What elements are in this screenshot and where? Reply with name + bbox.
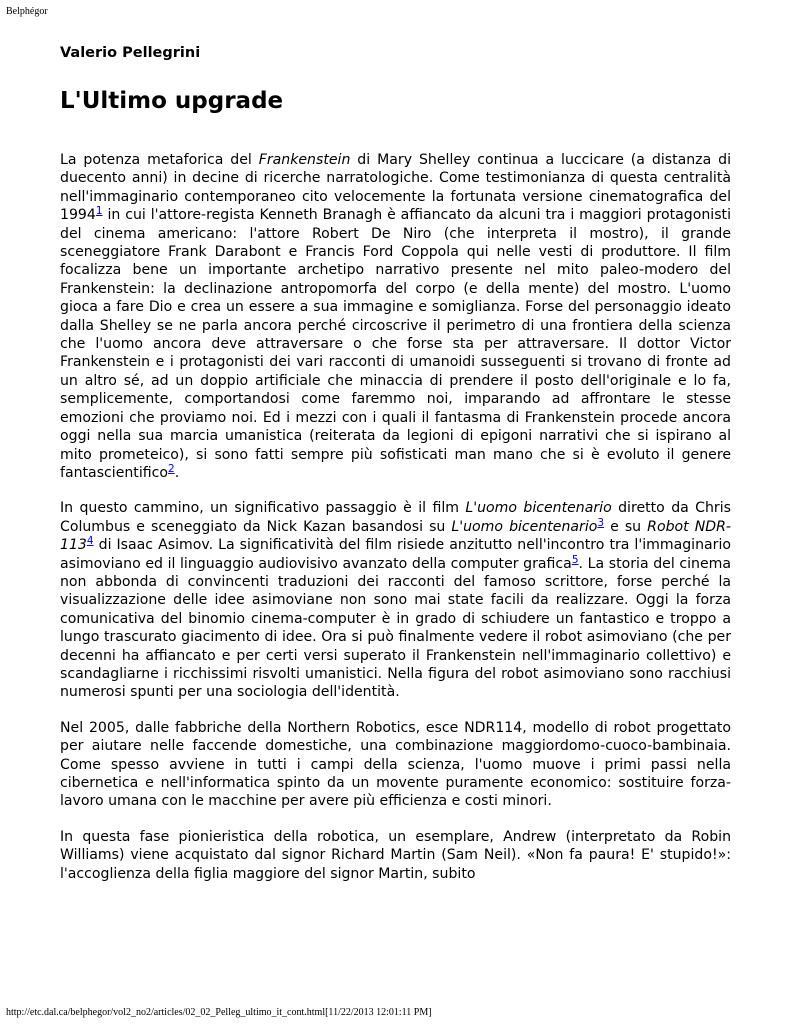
paragraph-1-text-c: di Mary Shelley continua a luccicare (a distanza di duecento anni) in decine di ricerche narratologiche. Come testimonianza di questa centralità nell'immaginario contemporaneo cito velocemente la fortunata versione cinematografica del 1994 (60, 152, 731, 224)
print-header-site-name: Belphégor (6, 6, 48, 17)
paragraph-2-text-g: di Isaac Asimov. La significatività del film risiede anzitutto nell'incontro tra l'immaginario asimoviano ed il linguaggio audiovisivo avanzato della computer grafica (60, 537, 731, 572)
film-title: L'uomo bicentenario (465, 500, 612, 517)
footnote-link-3[interactable]: 3 (597, 516, 605, 529)
article-title: L'Ultimo upgrade (60, 88, 284, 114)
footnote-link-4[interactable]: 4 (86, 535, 94, 548)
footnote-link-1[interactable]: 1 (95, 205, 103, 218)
paragraph-4: In questa fase pionieristica della robotica, un esemplare, Andrew (interpretato da Robin Williams) viene acquistato dal signor Richard Martin (Sam Neil). «Non fa paura! E' stupido!»: l'accoglienza della figlia maggiore del signor Martin, subito (60, 828, 731, 882)
footnote-link-5[interactable]: 5 (571, 553, 579, 566)
paragraph-1-text-a: La potenza metaforica del (60, 152, 259, 168)
paragraph-1-text-e: . (174, 464, 180, 481)
paragraph-2-text-h: . La storia del cinema non abbonda di convincenti traduzioni dei racconti del famoso scrittore, forse perché la visualizzazione delle idee asimoviane non sono mai state facili da realizzare. Oggi la forza comunicativa del binomio cinema-computer è in grado di schiudere un fantastico e troppo a lungo trascurato giacimento di idee. Ora si può finalmente vedere il robot asimoviano (che per decenni ha affiancato e per certi versi superato il Frankenstein nell'immaginario collettivo) e scandagliarne i ricchissimi risvolti umanistici. Nella figura del robot asimoviano sono racchiusi numerosi spunti per una sociologia dell'identità. (60, 555, 731, 701)
author-name: Valerio Pellegrini (60, 45, 201, 61)
book-title-robot-ndr: Robot NDR-113 (60, 518, 731, 554)
paragraph-2 (60, 499, 731, 701)
paragraph-2-text-e: e su (604, 518, 648, 535)
book-title-bicentenario: L'uomo bicentenario (451, 518, 598, 535)
frankenstein-title: Frankenstein (258, 152, 351, 168)
article-body (60, 151, 731, 883)
paragraph-1 (60, 151, 731, 482)
paragraph-1-text-d: in cui l'attore-regista Kenneth Branagh è affiancato da alcuni tra i maggiori protagonisti del cinema americano: l'attore Robert De Niro (che interpreta il mostro), il grande sceneggiatore Frank Darabont e Francis Ford Coppola qui nelle vesti di produttore. Il film focalizza bene un importante archetipo narrativo presente nel mito paleo-modero del Frankenstein: la declinazione antropomorfa del corpo (e della mente) del mostro. L'uomo gioca a fare Dio e crea un essere a sua immagine e somiglianza. Forse del personaggio ideato dalla Shelley se ne parla ancora perché circoscrive il perimetro di una frontiera della scienza che l'uomo ancora deve attraversare o che forse sta per attraversare. Il dottor Victor Frankenstein e i protagonisti dei vari racconti di umanoidi susseguenti si trovano di fronte ad un altro sé, ad un doppio artificiale che minaccia di prendere il posto dell'originale e lo fa, semplicemente, comportandosi come faremmo noi, imparando ad affrontare le stesse emozioni che proviamo noi. Ed i mezzi con i quali il fantasma di Frankenstein procede ancora oggi nella sua marcia umanistica (reiterata da legioni di epigoni narrativi che si ispirano al mito prometeico), si sono fatti sempre più sofisticati man mano che si è evoluto il genere fantascientifico (60, 207, 731, 481)
paragraph-2-text-c: diretto da Chris Columbus e sceneggiato da Nick Kazan basandosi su (60, 500, 731, 535)
print-footer-url: http://etc.dal.ca/belphegor/vol2_no2/articles/02_02_Pelleg_ultimo_it_cont.html[11/22/2013 12:01:11 PM] (6, 1007, 432, 1018)
paragraph-2-text-a: In questo cammino, un significativo passaggio è il film (60, 500, 466, 517)
paragraph-3: Nel 2005, dalle fabbriche della Northern Robotics, esce NDR114, modello di robot progettato per aiutare nelle faccende domestiche, una combinazione maggiordomo-cuoco-bambinaia. Come spesso avviene in tutti i campi della scienza, l'uomo muove i primi passi nella cibernetica e nell'informatica spinto da un movente puramente economico: sostituire forza-lavoro umana con le macchine per avere più efficienza e costi minori. (60, 719, 731, 810)
footnote-link-2[interactable]: 2 (168, 462, 175, 475)
